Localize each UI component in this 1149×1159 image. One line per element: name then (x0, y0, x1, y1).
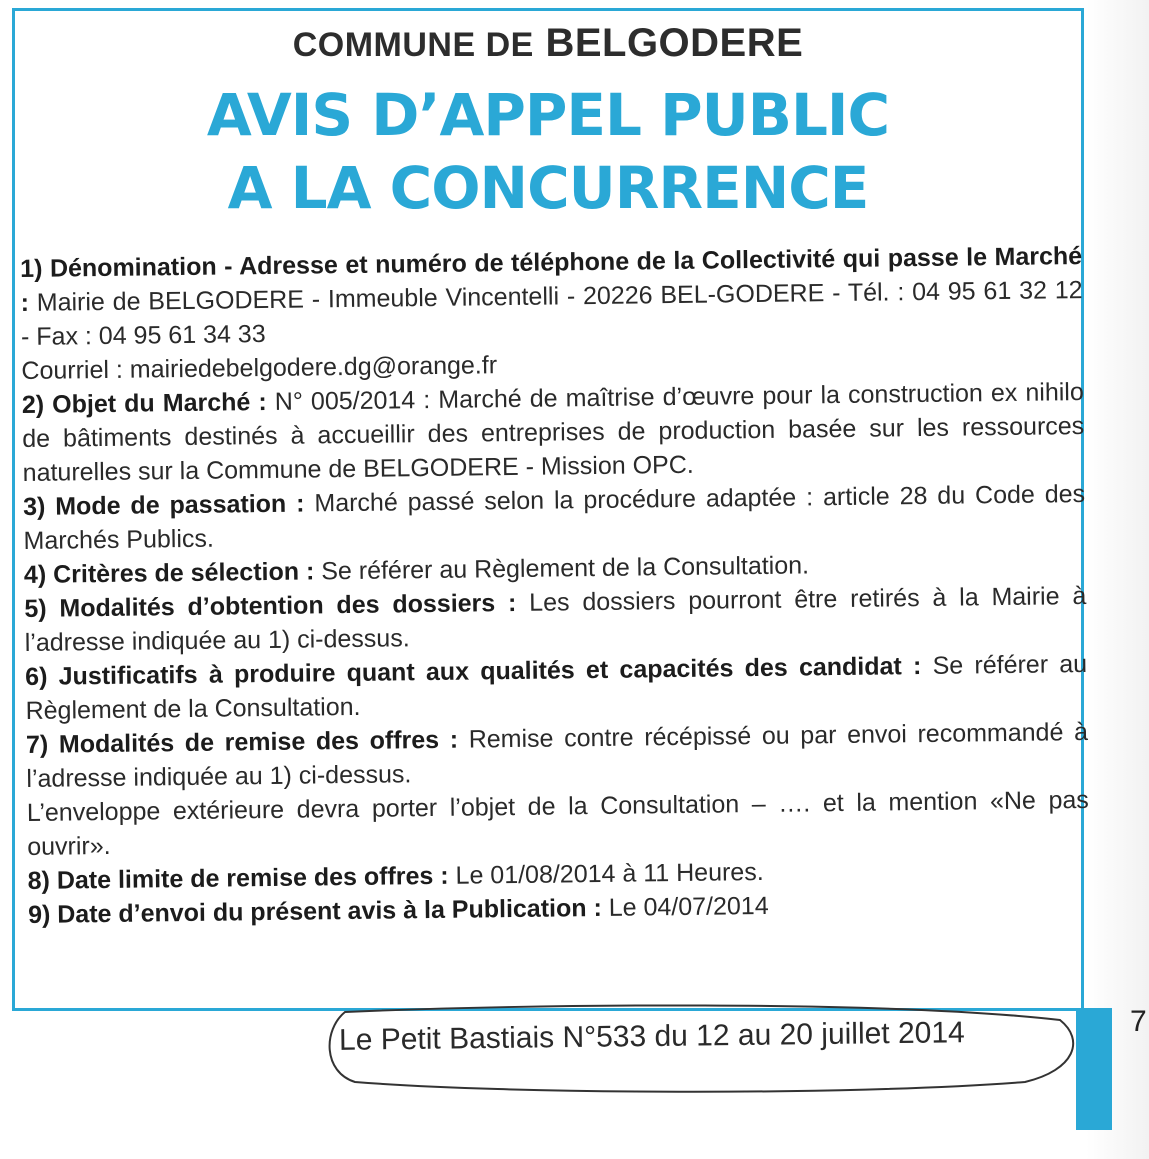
item-text: Remise contre récépissé ou par envoi recommandé à l’adresse indiquée au 1) ci-dessus. (26, 717, 1089, 793)
item-text: Marché passé selon la procédure adaptée : article 28 du Code des Marchés Publics. (23, 480, 1086, 555)
item-mode-passation (23, 477, 1086, 558)
page-tab-marker (1076, 1008, 1112, 1130)
commune-prefix: COMMUNE DE (292, 26, 534, 64)
item-remise (26, 715, 1089, 796)
item-text: N° 005/2014 : Marché de maîtrise d’œuvre pour la construction ex nihilo de bâtiments destinés à accueillir des entreprises de production basée sur les ressources naturelles sur la Commune de BELGODERE - Mission OPC. (22, 378, 1085, 487)
caption-text: Le Petit Bastiais N°533 du 12 au 20 juillet 2014 (338, 1016, 965, 1057)
item-text: Mairie de BELGODERE - Immeuble Vincentelli - 20226 BEL-GODERE - Tél. : 04 95 61 32 12 - Fax : 04 95 61 34 33 (20, 276, 1083, 351)
item-text: Le 01/08/2014 à 11 Heures. (448, 857, 764, 890)
item-obtention (24, 579, 1087, 660)
item-text: Se référer au Règlement de la Consultation. (314, 551, 810, 586)
commune-heading (15, 21, 1081, 66)
item-label: 3) Mode de passation : (22, 489, 305, 521)
notice-title-line1: AVIS D’APPEL PUBLIC (206, 81, 890, 149)
publication-caption (325, 1000, 1075, 1096)
item-text: Les dossiers pourront être retirés à la Mairie à l’adresse indiquée au 1) ci-dessus. (24, 581, 1087, 657)
item-justificatifs (25, 647, 1088, 728)
scan-edge (1086, 0, 1149, 1159)
item-label: 1) Dénomination - Adresse et numéro de téléphone de la Collectivité qui passe le Marché : (20, 242, 1083, 317)
item-label: 8) Date limite de remise des offres : (27, 861, 449, 895)
item-objet (22, 375, 1085, 490)
item-text: Le 04/07/2014 (601, 891, 769, 922)
item-text: L’enveloppe extérieure devra porter l’objet de la Consultation – …. et la mention «Ne pas ouvrir». (26, 785, 1089, 861)
page-number: 7 (1130, 1005, 1147, 1038)
commune-name: BELGODERE (545, 21, 804, 65)
notice-title-line2: A LA CONCURRENCE (227, 154, 869, 222)
item-label: 7) Modalités de remise des offres : (25, 725, 459, 759)
item-label: 2) Objet du Marché : (21, 387, 267, 419)
notice-body (20, 239, 1090, 932)
item-label: 5) Modalités d’obtention des dossiers : (24, 588, 517, 623)
item-denomination (20, 239, 1083, 354)
item-label: 4) Critères de sélection : (23, 557, 315, 589)
item-text: Courriel : mairiedebelgodere.dg@orange.fr (21, 351, 498, 385)
item-text: Se référer au Règlement de la Consultation. (25, 649, 1088, 725)
item-label: 9) Date d’envoi du présent avis à la Publication : (27, 893, 602, 929)
item-label: 6) Justificatifs à produire quant aux qualités et capacités des candidat : (25, 652, 922, 691)
item-enveloppe (27, 783, 1090, 864)
